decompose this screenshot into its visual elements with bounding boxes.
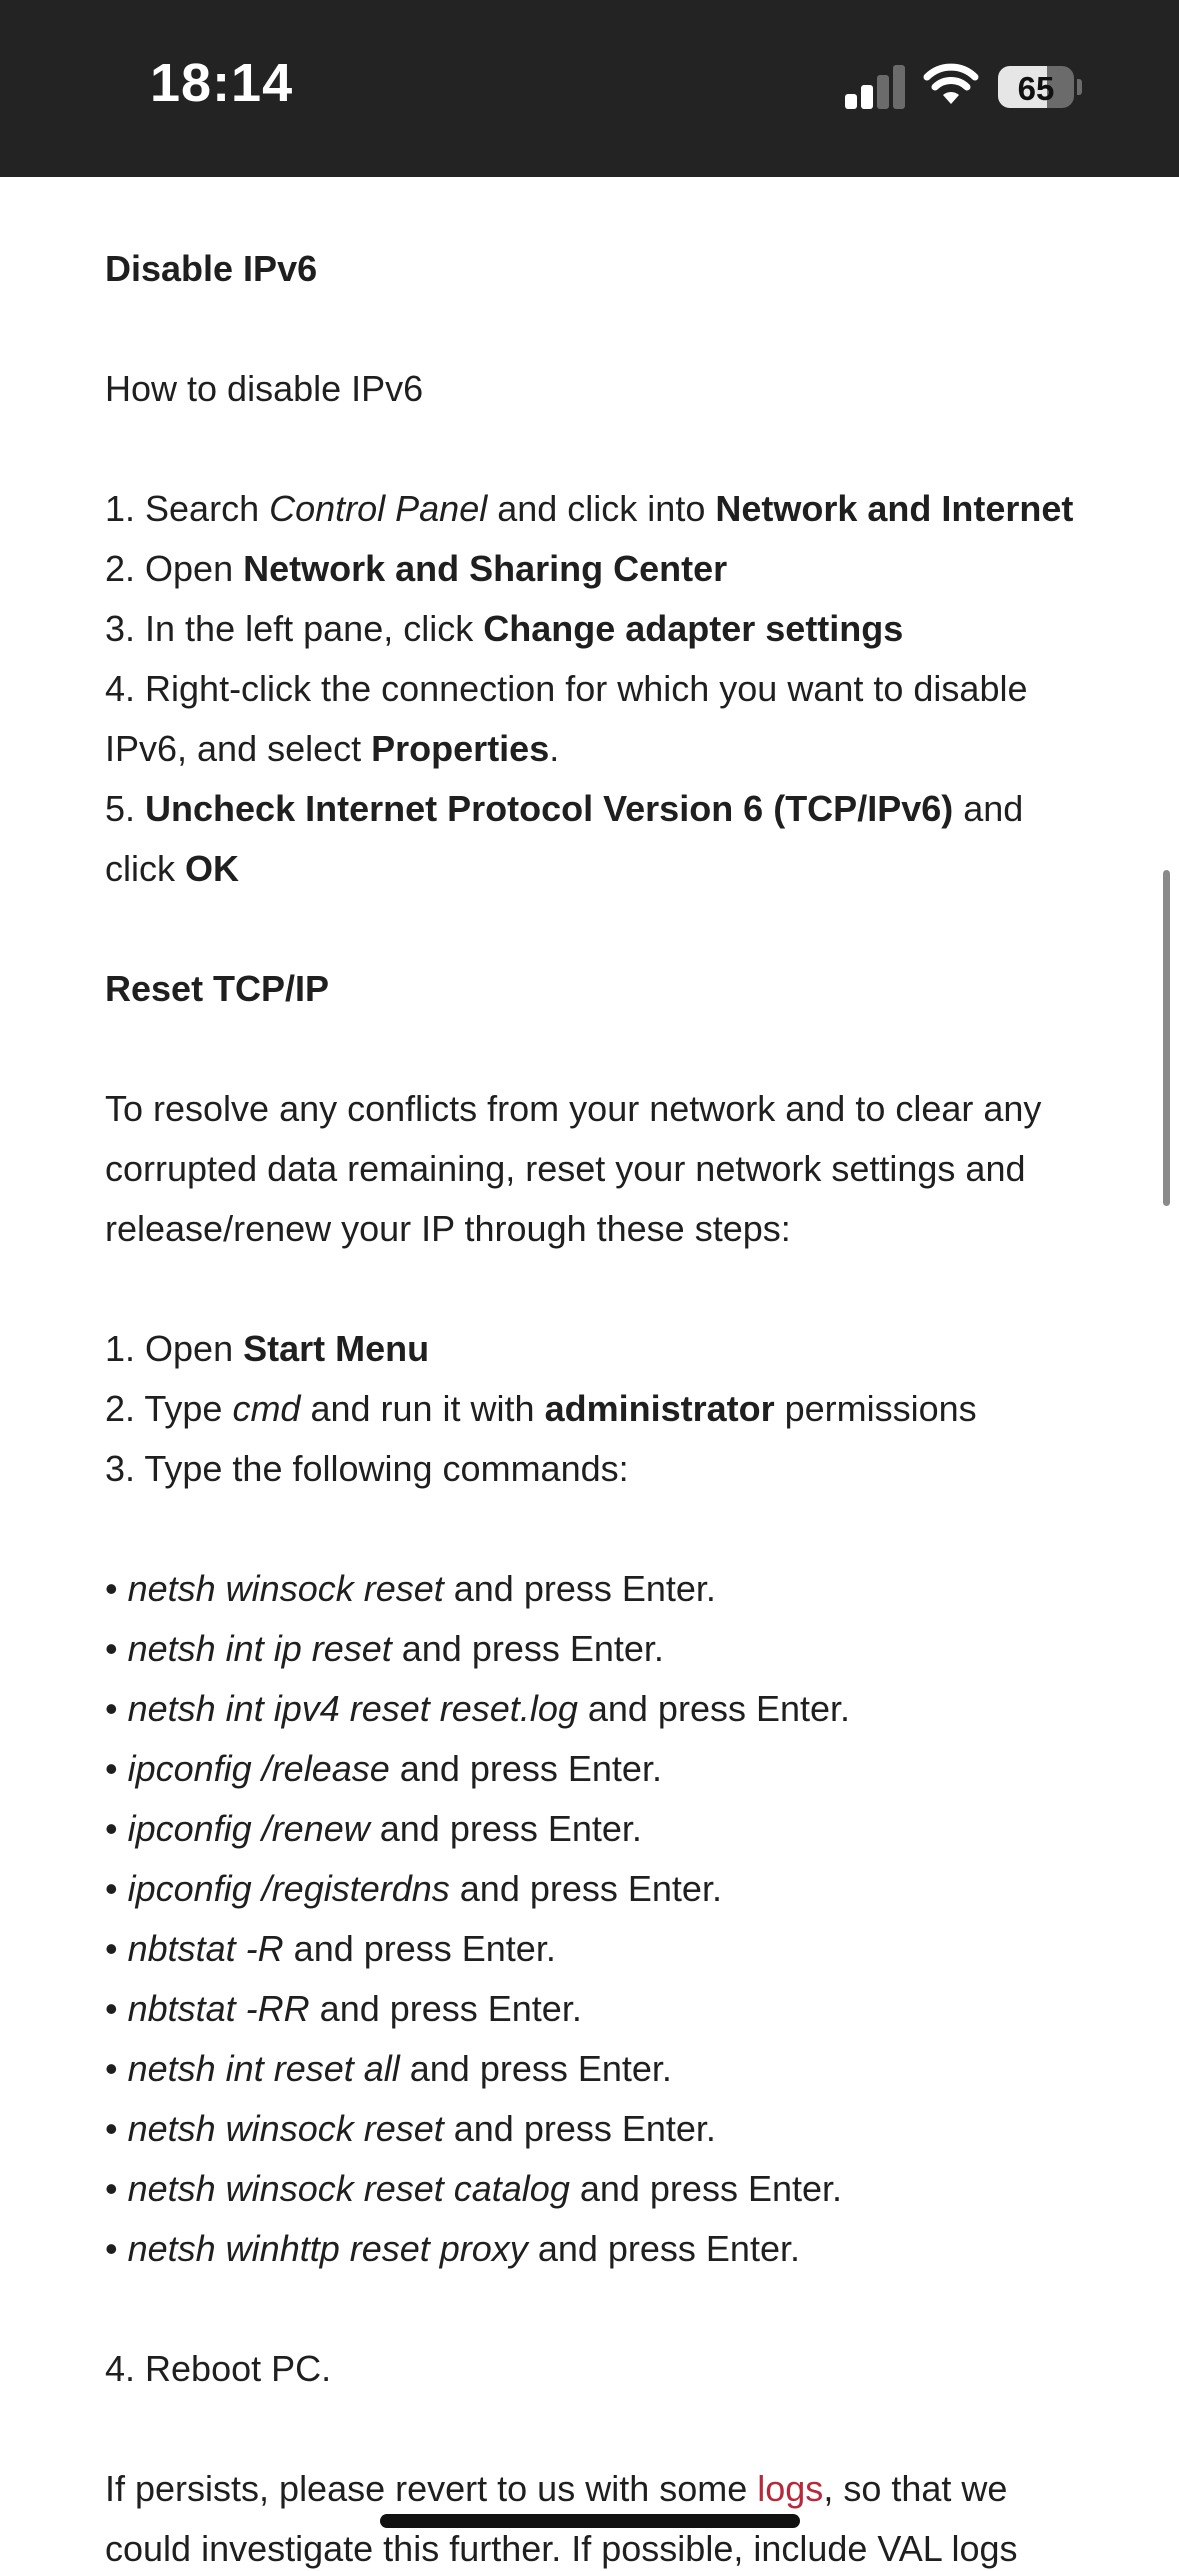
command-suffix: and press Enter. — [369, 1808, 642, 1849]
command-suffix: and press Enter. — [309, 1988, 582, 2029]
reset-step-4: 4. Reboot PC. — [105, 2348, 332, 2389]
command-list-item — [105, 2167, 842, 2211]
ipv6-step-1: 1. Search Control Panel and click into Network and Internet — [105, 488, 1074, 529]
status-bar — [0, 0, 1179, 177]
command-text: nbtstat -R — [127, 1928, 284, 1969]
command-text: ipconfig /registerdns — [127, 1868, 450, 1909]
bullet: • — [105, 1868, 128, 1909]
ipv6-step-3: 3. In the left pane, click Change adapter settings — [105, 608, 904, 649]
home-indicator[interactable] — [380, 2514, 800, 2528]
command-list-item — [105, 1747, 662, 1791]
footer-paragraph-line-2: could investigate this further. If possible, include VAL logs — [105, 2528, 1018, 2569]
command-list-item — [105, 2107, 716, 2151]
command-list-item — [105, 2227, 800, 2271]
ipv6-step-5-line-2: click OK — [105, 848, 239, 889]
section-heading-disable-ipv6: Disable IPv6 — [105, 248, 318, 289]
bullet: • — [105, 1988, 128, 2029]
ipv6-step-4-line-1: 4. Right-click the connection for which you want to disable — [105, 668, 1028, 709]
cellular-signal-icon — [845, 63, 907, 109]
bullet: • — [105, 2228, 128, 2269]
command-text: netsh int ip reset — [127, 1628, 392, 1669]
command-text: netsh winsock reset — [127, 2108, 444, 2149]
battery-tip — [1077, 79, 1082, 95]
status-time: 18:14 — [150, 53, 294, 113]
reset-step-2: 2. Type cmd and run it with administrator permissions — [105, 1388, 977, 1429]
command-text: netsh winsock reset catalog — [127, 2168, 570, 2209]
command-suffix: and press Enter. — [389, 1748, 662, 1789]
wifi-icon — [922, 60, 980, 106]
command-list-item — [105, 1807, 642, 1851]
command-text: ipconfig /release — [127, 1748, 390, 1789]
command-text: netsh winsock reset — [127, 1568, 444, 1609]
reset-paragraph-line-3: release/renew your IP through these steps: — [105, 1208, 791, 1249]
logs-link[interactable]: logs — [757, 2468, 824, 2509]
bullet: • — [105, 1688, 128, 1729]
disable-ipv6-intro: How to disable IPv6 — [105, 368, 424, 409]
command-text: netsh int ipv4 reset reset.log — [127, 1688, 578, 1729]
battery-icon — [998, 66, 1074, 108]
reset-paragraph-line-2: corrupted data remaining, reset your network settings and — [105, 1148, 1026, 1189]
bullet: • — [105, 1748, 128, 1789]
command-text: nbtstat -RR — [127, 1988, 310, 2029]
reset-step-1: 1. Open Start Menu — [105, 1328, 430, 1369]
battery-percentage: 65 — [1017, 70, 1055, 107]
scrollbar[interactable] — [1163, 870, 1170, 1206]
command-list-item — [105, 2047, 672, 2091]
command-suffix: and press Enter. — [399, 2048, 672, 2089]
bullet: • — [105, 1628, 128, 1669]
command-list-item — [105, 1687, 850, 1731]
command-list-item — [105, 1567, 716, 1611]
bullet: • — [105, 1928, 128, 1969]
command-list-item — [105, 1627, 664, 1671]
command-suffix: and press Enter. — [283, 1928, 556, 1969]
command-suffix: and press Enter. — [443, 1568, 716, 1609]
footer-paragraph-line-1: If persists, please revert to us with some logs, so that we — [105, 2468, 1008, 2509]
command-list-item — [105, 1927, 556, 1971]
reset-step-3: 3. Type the following commands: — [105, 1448, 629, 1489]
command-list-item — [105, 1987, 582, 2031]
command-suffix: and press Enter. — [449, 1868, 722, 1909]
bullet: • — [105, 2108, 128, 2149]
command-text: ipconfig /renew — [127, 1808, 370, 1849]
command-list-item — [105, 1867, 722, 1911]
ipv6-step-4-line-2: IPv6, and select Properties. — [105, 728, 560, 769]
reset-paragraph-line-1: To resolve any conflicts from your network and to clear any — [105, 1088, 1042, 1129]
ipv6-step-2: 2. Open Network and Sharing Center — [105, 548, 728, 589]
bullet: • — [105, 2168, 128, 2209]
bullet: • — [105, 2048, 128, 2089]
command-text: netsh winhttp reset proxy — [127, 2228, 528, 2269]
command-suffix: and press Enter. — [391, 1628, 664, 1669]
command-suffix: and press Enter. — [577, 1688, 851, 1729]
section-heading-reset-tcpip: Reset TCP/IP — [105, 968, 330, 1009]
ipv6-step-5-line-1: 5. Uncheck Internet Protocol Version 6 (TCP/IPv6) and — [105, 788, 1024, 829]
bullet: • — [105, 1568, 128, 1609]
command-suffix: and press Enter. — [569, 2168, 843, 2209]
bullet: • — [105, 1808, 128, 1849]
command-suffix: and press Enter. — [443, 2108, 716, 2149]
command-text: netsh int reset all — [127, 2048, 400, 2089]
command-suffix: and press Enter. — [527, 2228, 800, 2269]
